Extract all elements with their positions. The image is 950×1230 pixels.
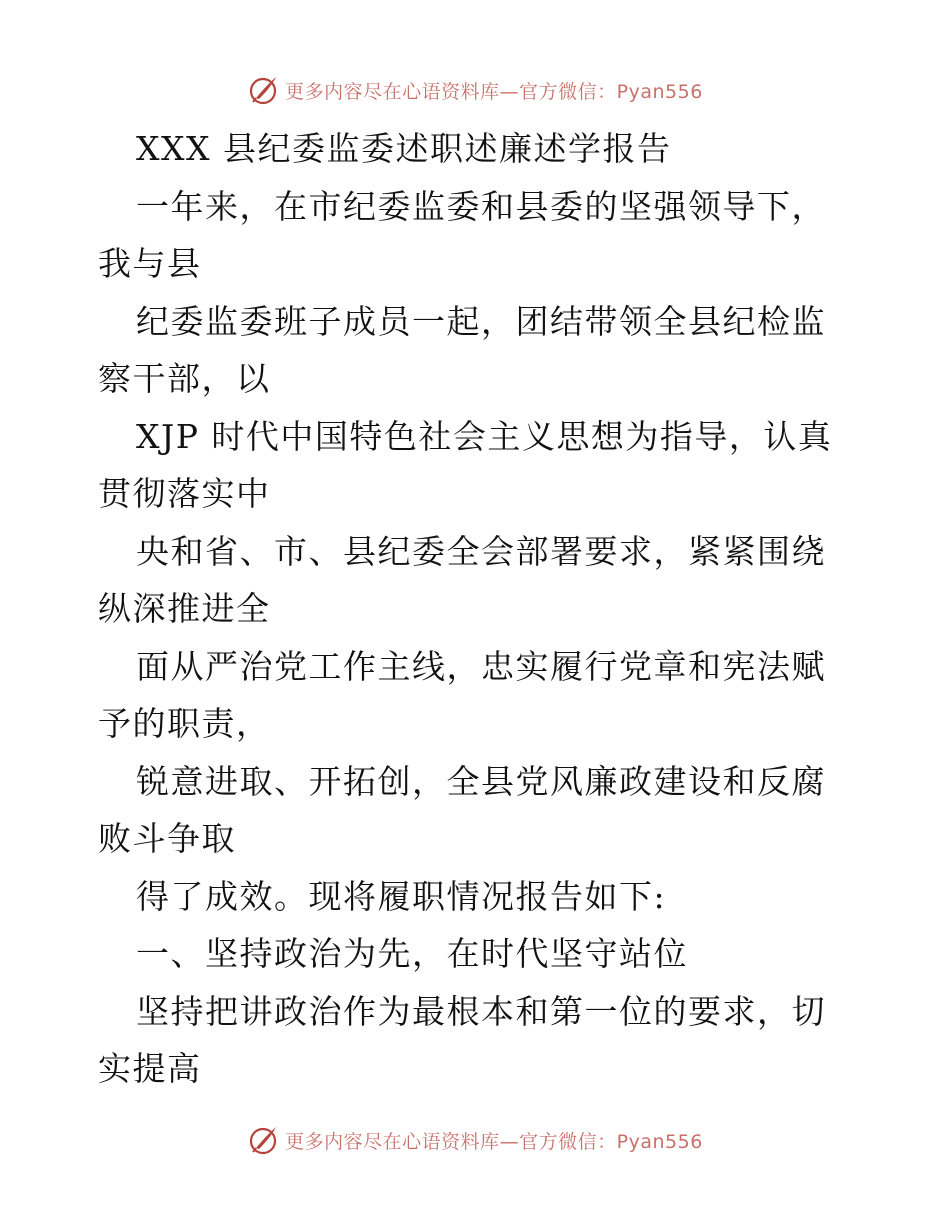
footer-watermark-banner [0,1120,950,1160]
header-watermark-text: 更多内容尽在心语资料库—官方微信：Pyan556 [285,80,703,103]
quill-pen-logo-icon [247,74,279,106]
document-body [98,120,858,1098]
footer-watermark-text: 更多内容尽在心语资料库—官方微信：Pyan556 [285,1130,703,1153]
paragraph: 坚持把讲政治作为最根本和第一位的要求，切实提高 [98,991,826,1088]
paragraph: 锐意进取、开拓创，全县党风廉政建设和反腐败斗争取 [98,761,826,858]
section-heading: 一、坚持政治为先，在时代坚守站位 [136,934,688,973]
paragraph: 面从严治党工作主线，忠实履行党章和宪法赋予的职责， [98,646,826,743]
paragraph: 央和省、市、县纪委全会部署要求，紧紧围绕纵深推进全 [98,531,826,628]
paragraph: 一年来，在市纪委监委和县委的坚强领导下，我与县 [98,186,826,283]
document-title: XXX 县纪委监委述职述廉述学报告 [136,129,672,168]
header-watermark-banner [0,70,950,110]
paragraph: 得了成效。现将履职情况报告如下: [136,876,667,916]
paragraph: 纪委监委班子成员一起，团结带领全县纪检监察干部，以 [98,301,826,398]
paragraph: XJP 时代中国特色社会主义思想为指导，认真贯彻落实中 [98,416,833,513]
quill-pen-logo-icon [247,1124,279,1156]
